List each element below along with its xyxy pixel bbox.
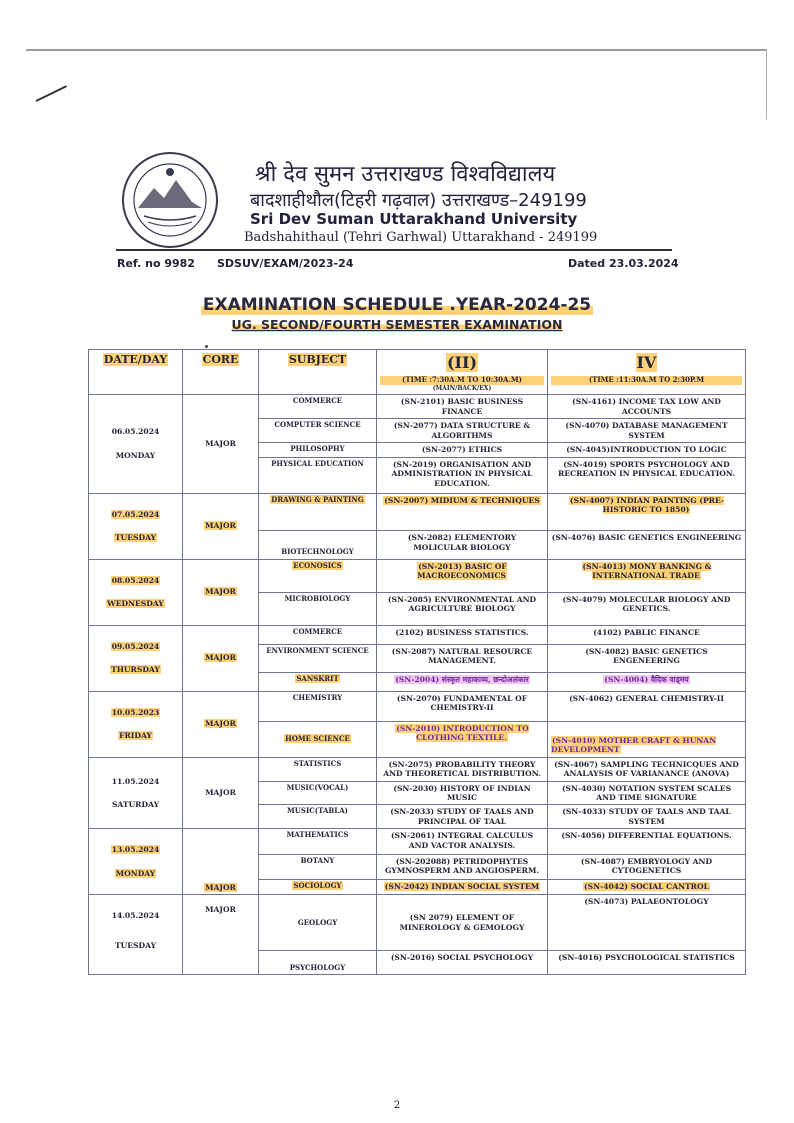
date-cell <box>89 757 183 829</box>
hindi-university-name: श्री देव सुमन उत्तराखण्ड विश्वविद्यालय <box>255 162 556 187</box>
subject-cell: MATHEMATICS <box>259 829 377 854</box>
subject-cell: PHYSICAL EDUCATION <box>259 457 377 493</box>
exam-day: FRIDAY <box>119 731 152 741</box>
table-header-row <box>89 350 746 395</box>
exam-date: 14.05.2024 <box>111 911 160 921</box>
paper-text: (SN-2010) INTRODUCTION TO CLOTHING TEXTILE. <box>396 723 529 743</box>
pen-mark <box>36 85 67 102</box>
exam-date-wrap <box>92 576 179 585</box>
exam-day-wrap <box>92 599 179 608</box>
sem2-paper-cell <box>377 880 548 895</box>
sem2-paper-cell: (SN-2077) DATA STRUCTURE & ALGORITHMS <box>377 419 548 443</box>
hindi-address: बादशाहीथौल(टिहरी गढ़वाल) उत्तराखण्ड–249199 <box>250 190 587 211</box>
document-title <box>0 295 794 315</box>
sem2-paper-cell: (SN-2101) BASIC BUSINESS FINANCE <box>377 395 548 419</box>
table-row <box>89 895 746 951</box>
subject-cell: PSYCHOLOGY <box>259 951 377 975</box>
exam-day: TUESDAY <box>114 533 157 543</box>
subject-cell: MICROBIOLOGY <box>259 592 377 625</box>
sem4-paper-cell <box>548 672 746 691</box>
paper-text: (SN-4007) INDIAN PAINTING (PRE-HISTORIC TO 1850) <box>569 495 725 515</box>
subject-cell: COMPUTER SCIENCE <box>259 419 377 443</box>
table-row <box>89 559 746 592</box>
core-cell <box>183 691 259 757</box>
paper-text: (SN-2013) BASIC OF MACROECONOMICS <box>417 561 507 581</box>
exam-date: 10.05.2023 <box>111 707 160 717</box>
date-cell <box>89 895 183 975</box>
sem2-paper-cell: (SN-2019) ORGANISATION AND ADMINISTRATION IN PHYSICAL EDUCATION. <box>377 457 548 493</box>
sem4-paper-cell: (SN-4082) BASIC GENETICS ENGENEERING <box>548 644 746 672</box>
subject-cell <box>259 880 377 895</box>
core-text: MAJOR <box>205 521 236 531</box>
sem4-paper-cell: (SN-4161) INCOME TAX LOW AND ACCOUNTS <box>548 395 746 419</box>
exam-date-wrap <box>92 845 179 854</box>
exam-date: 11.05.2024 <box>111 776 160 786</box>
sem2-paper-cell: (SN-2087) NATURAL RESOURCE MANAGEMENT. <box>377 644 548 672</box>
sem2-paper-cell: (SN-2085) ENVIRONMENTAL AND AGRICULTURE BIOLOGY <box>377 592 548 625</box>
sem2-paper-cell: (SN-2061) INTEGRAL CALCULUS AND VACTOR ANALYSIS. <box>377 829 548 854</box>
exam-day: WEDNESDAY <box>107 599 164 609</box>
date-cell <box>89 559 183 625</box>
english-university-name: Sri Dev Suman Uttarakhand University <box>250 210 578 228</box>
subject-cell: STATISTICS <box>259 757 377 781</box>
paper-text: (SN-4004) वैदिक वाड्मय <box>604 674 689 684</box>
university-logo-icon <box>120 150 220 250</box>
subject-text: ECONOSICS <box>293 560 342 570</box>
exam-day: MONDAY <box>115 450 156 460</box>
exam-date-wrap <box>92 510 179 519</box>
sem4-paper-cell: (SN-4070) DATABASE MANAGEMENT SYSTEM <box>548 419 746 443</box>
sem4-paper-cell: (SN-4033) STUDY OF TAALS AND TAAL SYSTEM <box>548 805 746 829</box>
table-row <box>89 691 746 721</box>
sem2-paper-cell: (SN-2075) PROBABILITY THEORY AND THEORETICAL DISTRIBUTION. <box>377 757 548 781</box>
reference-number: Ref. no 9982 <box>117 257 195 270</box>
exam-day: TUESDAY <box>114 940 157 950</box>
date-cell <box>89 493 183 559</box>
core-cell: MAJOR <box>183 895 259 975</box>
table-row <box>89 625 746 644</box>
sem2-paper-cell <box>377 672 548 691</box>
subject-cell: ENVIRONMENT SCIENCE <box>259 644 377 672</box>
paper-text: (SN-2042) INDIAN SOCIAL SYSTEM <box>384 882 540 892</box>
paper-text: (SN-2004) संस्कृत महाकाव्य, छन्दोअलंकार <box>395 674 529 684</box>
sem2-paper-cell: (SN-2033) STUDY OF TAALS AND PRINCIPAL OF TAAL <box>377 805 548 829</box>
header-sem2-time: (TIME :7:30A.M TO 10:30A.M) <box>380 376 544 385</box>
reference-code: SDSUV/EXAM/2023-24 <box>217 257 354 270</box>
subject-text: HOME SCIENCE <box>285 733 350 743</box>
exam-day-wrap <box>92 869 179 878</box>
top-border-line <box>26 49 766 51</box>
sem4-paper-cell: (SN-4079) MOLECULAR BIOLOGY AND GENETICS. <box>548 592 746 625</box>
sem4-paper-cell: (SN-4087) EMBRYOLOGY AND CYTOGENETICS <box>548 854 746 879</box>
sem4-paper-cell: (SN-4030) NOTATION SYSTEM SCALES AND TIME SIGNATURE <box>548 781 746 805</box>
date-cell <box>89 691 183 757</box>
subject-cell: COMMERCE <box>259 625 377 644</box>
core-text: MAJOR <box>205 587 236 597</box>
subject-text: DRAWING & PAINTING <box>271 494 364 504</box>
sem2-paper-cell: (SN-2016) SOCIAL PSYCHOLOGY <box>377 951 548 975</box>
date-cell <box>89 395 183 493</box>
header-sem4 <box>548 350 746 395</box>
sem2-paper-cell <box>377 493 548 530</box>
subject-text: SANSKRIT <box>296 673 339 683</box>
sem2-paper-cell: (SN-2030) HISTORY OF INDIAN MUSIC <box>377 781 548 805</box>
subject-cell: MUSIC(VOCAL) <box>259 781 377 805</box>
exam-day: THURSDAY <box>111 665 160 675</box>
table-row <box>89 493 746 530</box>
document-subtitle <box>0 317 794 332</box>
core-cell: MAJOR <box>183 757 259 829</box>
header-subject <box>259 350 377 395</box>
university-header <box>120 150 680 250</box>
sem4-paper-cell: (SN-4016) PSYCHOLOGICAL STATISTICS <box>548 951 746 975</box>
paper-text: (SN-4013) MONY BANKING & INTERNATIONAL TRADE <box>582 561 712 581</box>
core-text: MAJOR <box>205 719 236 729</box>
sem4-paper-cell: (SN-4019) SPORTS PSYCHOLOGY AND RECREATION IN PHYSICAL EDUCATION. <box>548 457 746 493</box>
subject-cell <box>259 493 377 530</box>
header-divider <box>116 249 672 251</box>
sem4-paper-cell: (SN-4045)INTRODUCTION TO LOGIC <box>548 443 746 457</box>
core-cell <box>183 559 259 625</box>
exam-day: SATURDAY <box>111 800 160 809</box>
sem2-paper-cell: (SN-2077) ETHICS <box>377 443 548 457</box>
subject-cell: BOTANY <box>259 854 377 879</box>
sem4-paper-cell: (SN-4073) PALAEONTOLOGY <box>548 895 746 951</box>
sem2-paper-cell: (SN 2079) ELEMENT OF MINEROLOGY & GEMOLOGY <box>377 895 548 951</box>
sem4-paper-cell <box>548 493 746 530</box>
paper-text: (SN-4010) MOTHER CRAFT & HUNAN DEVELOPMENT <box>551 735 717 755</box>
core-cell <box>183 493 259 559</box>
exam-date-wrap <box>92 708 179 717</box>
header-sem2-note: (MAIN/BACK/EX) <box>432 384 492 392</box>
core-cell <box>183 625 259 691</box>
exam-day: MONDAY <box>115 868 156 878</box>
exam-day-wrap <box>92 665 179 674</box>
table-row <box>89 829 746 854</box>
sem4-paper-cell: (SN-4062) GENERAL CHEMISTRY-II <box>548 691 746 721</box>
core-text: MAJOR <box>205 653 236 663</box>
exam-date: 06.05.2024 <box>111 427 160 437</box>
core-text: MAJOR <box>205 882 236 892</box>
document-subtitle-text: UG. SECOND/FOURTH SEMESTER EXAMINATION <box>231 317 563 332</box>
sem4-paper-cell: (4102) PABLIC FINANCE <box>548 625 746 644</box>
subject-cell: GEOLOGY <box>259 895 377 951</box>
exam-date: 09.05.2024 <box>111 641 160 651</box>
header-sem4-text: IV <box>636 353 657 372</box>
reference-date: Dated 23.03.2024 <box>568 257 679 270</box>
exam-date: 07.05.2024 <box>111 509 160 519</box>
sem2-paper-cell: (SN-2070) FUNDAMENTAL OF CHEMISTRY-II <box>377 691 548 721</box>
sem4-paper-cell: (SN-4067) SAMPLING TECHNICQUES AND ANALAYSIS OF VARIANANCE (ANOVA) <box>548 757 746 781</box>
exam-schedule-table <box>88 349 746 975</box>
paper-text: (SN-2007) MIDIUM & TECHNIQUES <box>384 495 540 505</box>
sem2-paper-cell: (SN-202088) PETRIDOPHYTES GYMNOSPERM AND ANGIOSPERM. <box>377 854 548 879</box>
english-address: Badshahithaul (Tehri Garhwal) Uttarakhand - 249199 <box>244 230 598 245</box>
page-number: 2 <box>393 1100 401 1111</box>
sem4-paper-cell <box>548 721 746 757</box>
exam-date: 13.05.2024 <box>111 845 160 855</box>
sem4-paper-cell <box>548 880 746 895</box>
header-core <box>183 350 259 395</box>
subject-cell: BIOTECHNOLOGY <box>259 531 377 560</box>
exam-day-wrap <box>92 533 179 542</box>
subject-cell <box>259 721 377 757</box>
subject-cell <box>259 672 377 691</box>
right-edge-line <box>766 49 767 119</box>
date-cell <box>89 625 183 691</box>
subject-cell: CHEMISTRY <box>259 691 377 721</box>
sem2-paper-cell: (SN-2082) ELEMENTORY MOLICULAR BIOLOGY <box>377 531 548 560</box>
subject-cell: PHILOSOPHY <box>259 443 377 457</box>
date-cell <box>89 829 183 895</box>
header-sem4-time: (TIME :11:30A.M TO 2:30P.M <box>551 376 742 385</box>
header-core-text: CORE <box>202 353 239 366</box>
table-row <box>89 757 746 781</box>
header-sem2 <box>377 350 548 395</box>
subject-text: SOCIOLOGY <box>293 881 342 891</box>
subject-cell: COMMERCE <box>259 395 377 419</box>
header-date-day <box>89 350 183 395</box>
header-subject-text: SUBJECT <box>288 353 347 366</box>
sem2-paper-cell <box>377 721 548 757</box>
sem4-paper-cell <box>548 559 746 592</box>
exam-date-wrap <box>92 642 179 651</box>
sem4-paper-cell: (SN-4076) BASIC GENETICS ENGINEERING <box>548 531 746 560</box>
sem4-paper-cell: (SN-4056) DIFFERENTIAL EQUATIONS. <box>548 829 746 854</box>
core-cell: MAJOR <box>183 395 259 493</box>
stray-dot <box>205 345 208 348</box>
document-title-text: EXAMINATION SCHEDULE .YEAR-2024-25 <box>202 295 592 315</box>
sem2-paper-cell <box>377 559 548 592</box>
sem2-paper-cell: (2102) BUSINESS STATISTICS. <box>377 625 548 644</box>
exam-date: 08.05.2024 <box>111 575 160 585</box>
paper-text: (SN-4042) SOCIAL CANTROL <box>584 882 709 892</box>
core-cell <box>183 829 259 895</box>
header-sem2-text: (II) <box>446 353 478 372</box>
exam-day-wrap <box>92 731 179 740</box>
header-date-day-text: DATE/DAY <box>103 353 168 366</box>
subject-cell <box>259 559 377 592</box>
table-row <box>89 395 746 419</box>
subject-cell: MUSIC(TABLA) <box>259 805 377 829</box>
